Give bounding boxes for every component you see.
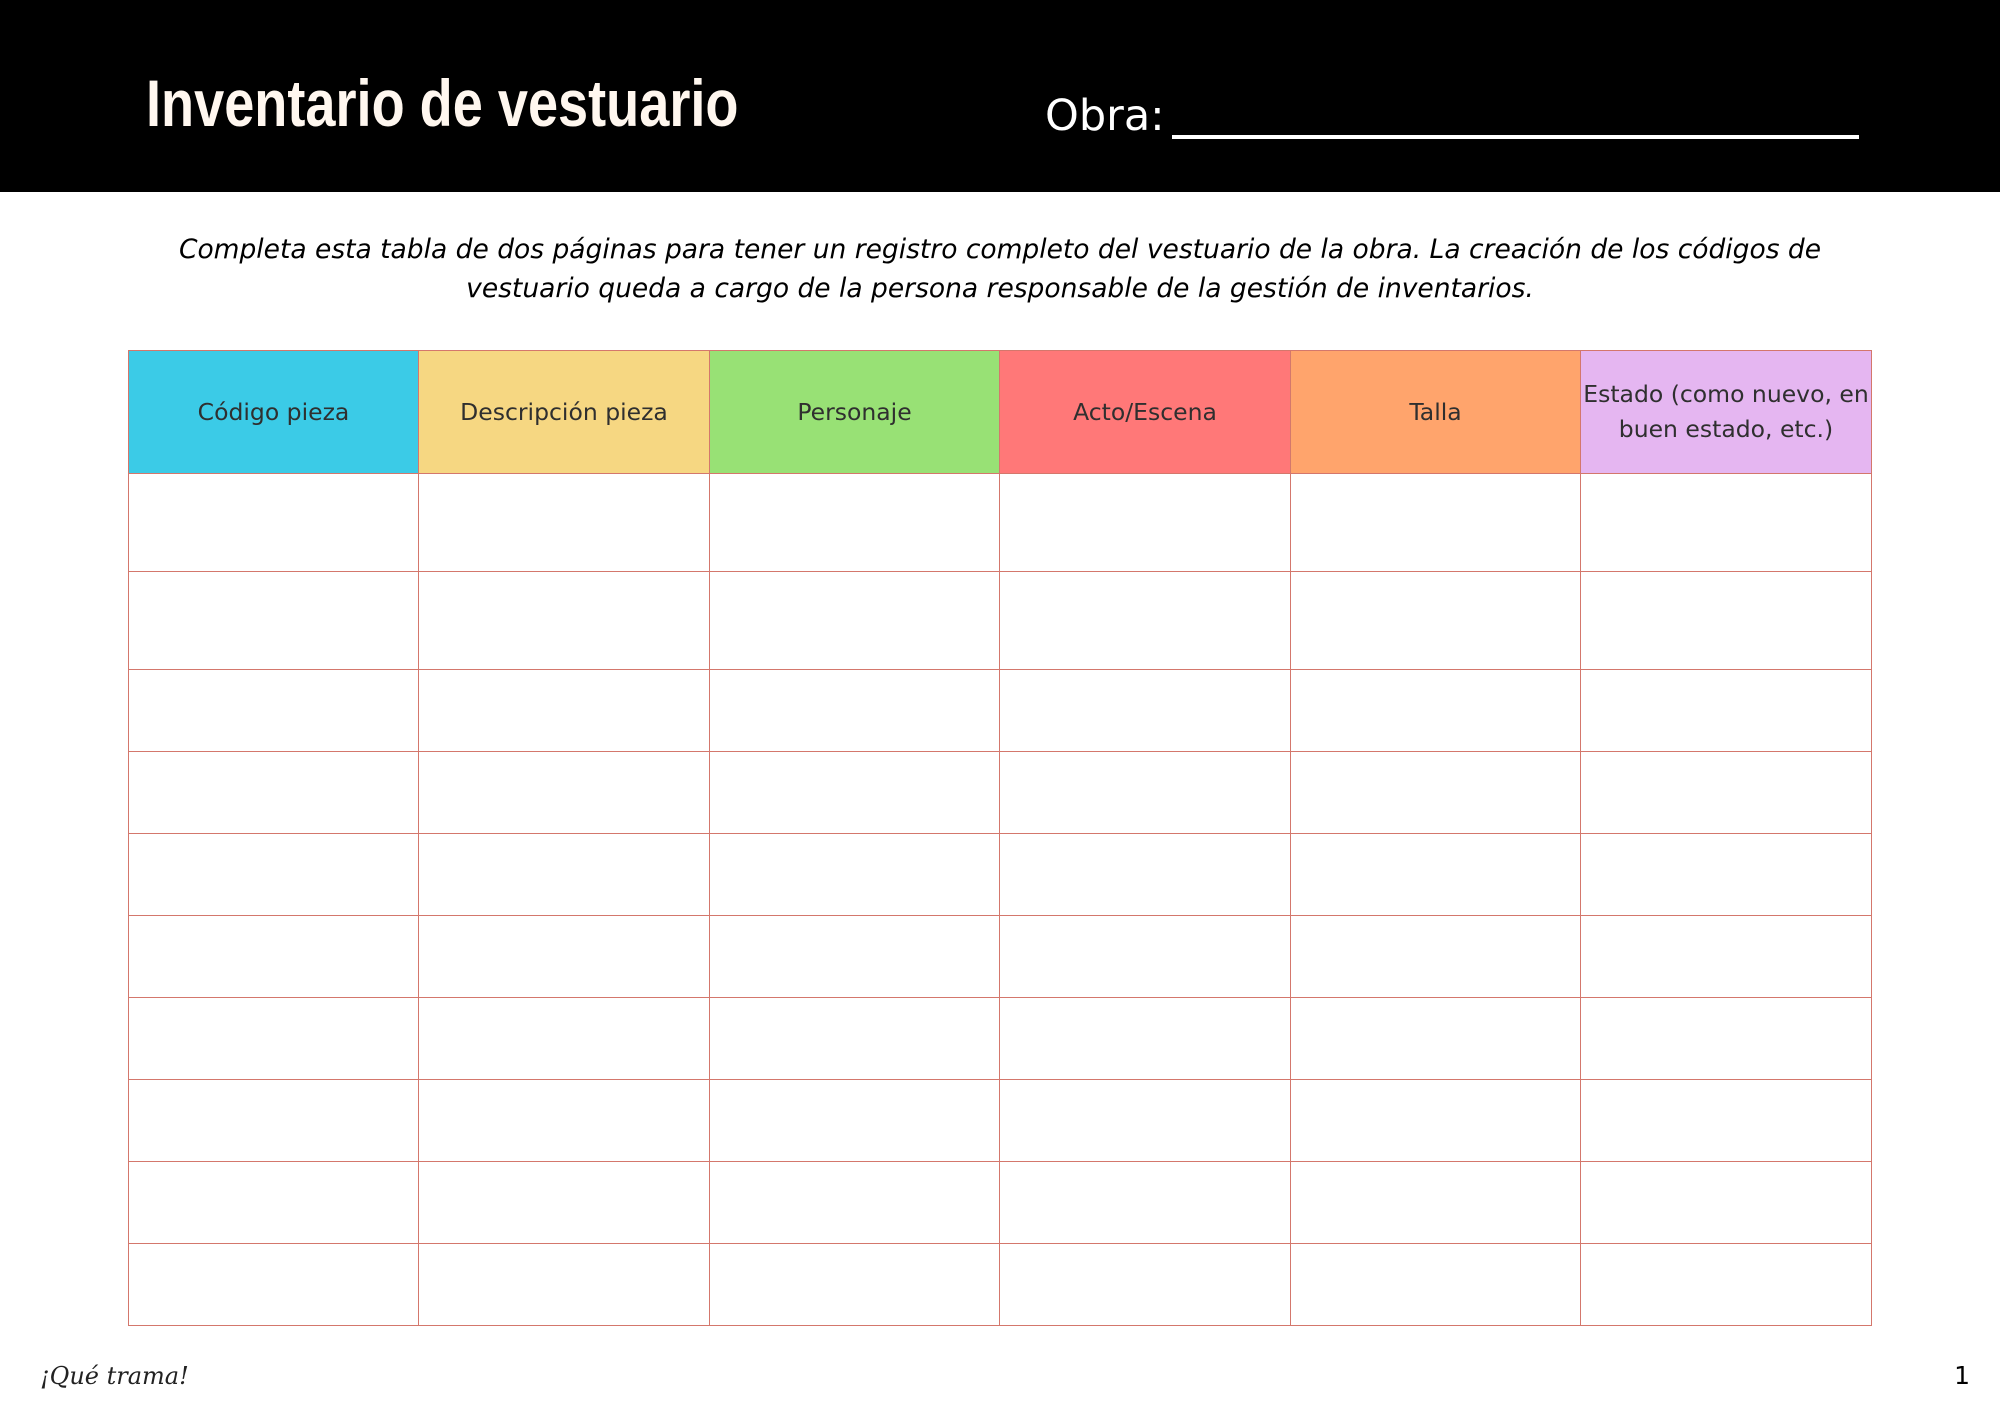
table-cell[interactable]	[1000, 1080, 1291, 1162]
table-cell[interactable]	[1581, 998, 1872, 1080]
table-cell[interactable]	[710, 1162, 1000, 1244]
table-cell[interactable]	[419, 670, 710, 752]
table-cell[interactable]	[1581, 1080, 1872, 1162]
table-cell[interactable]	[710, 474, 1000, 572]
table-cell[interactable]	[419, 1244, 710, 1326]
table-cell[interactable]	[1291, 1244, 1581, 1326]
table-cell[interactable]	[1581, 834, 1872, 916]
table-cell[interactable]	[419, 998, 710, 1080]
table-cell[interactable]	[1000, 670, 1291, 752]
table-cell[interactable]	[1291, 670, 1581, 752]
table-cell[interactable]	[129, 670, 419, 752]
table-cell[interactable]	[1291, 916, 1581, 998]
page-number: 1	[1954, 1361, 1970, 1390]
table-cell[interactable]	[1000, 572, 1291, 670]
brand-signature: ¡Qué trama!	[40, 1362, 189, 1390]
table-cell[interactable]	[129, 998, 419, 1080]
inventory-table	[128, 350, 1872, 1326]
table-cell[interactable]	[1291, 572, 1581, 670]
table-row	[129, 474, 1872, 572]
table-cell[interactable]	[1000, 998, 1291, 1080]
table-cell[interactable]	[1291, 1080, 1581, 1162]
table-cell[interactable]	[1000, 752, 1291, 834]
table-cell[interactable]	[1581, 670, 1872, 752]
table-cell[interactable]	[419, 474, 710, 572]
header-bar	[0, 0, 2000, 192]
table-row	[129, 916, 1872, 998]
table-cell[interactable]	[419, 1080, 710, 1162]
column-header-descripcion-pieza: Descripción pieza	[419, 351, 710, 474]
table-cell[interactable]	[129, 1244, 419, 1326]
page-title: Inventario de vestuario	[146, 66, 739, 140]
table-cell[interactable]	[710, 834, 1000, 916]
table-header-row	[129, 351, 1872, 474]
obra-field-line	[1172, 135, 1859, 139]
table-row	[129, 572, 1872, 670]
table-cell[interactable]	[1581, 1244, 1872, 1326]
table-cell[interactable]	[129, 1080, 419, 1162]
table-cell[interactable]	[419, 572, 710, 670]
table-cell[interactable]	[1291, 1162, 1581, 1244]
table-cell[interactable]	[710, 752, 1000, 834]
table-cell[interactable]	[129, 834, 419, 916]
table-cell[interactable]	[710, 670, 1000, 752]
table-cell[interactable]	[419, 916, 710, 998]
table-cell[interactable]	[1000, 916, 1291, 998]
column-header-acto-escena: Acto/Escena	[1000, 351, 1291, 474]
table-row	[129, 834, 1872, 916]
table-row	[129, 1244, 1872, 1326]
table-cell[interactable]	[710, 998, 1000, 1080]
obra-label: Obra:	[1045, 91, 1165, 141]
column-header-codigo-pieza: Código pieza	[129, 351, 419, 474]
table-cell[interactable]	[1000, 834, 1291, 916]
table-cell[interactable]	[129, 916, 419, 998]
table-cell[interactable]	[1581, 474, 1872, 572]
table-row	[129, 1080, 1872, 1162]
table-row	[129, 670, 1872, 752]
table-cell[interactable]	[419, 1162, 710, 1244]
table-cell[interactable]	[129, 572, 419, 670]
table-cell[interactable]	[1291, 834, 1581, 916]
table-cell[interactable]	[1291, 998, 1581, 1080]
column-header-personaje: Personaje	[710, 351, 1000, 474]
table-cell[interactable]	[1000, 1162, 1291, 1244]
table-cell[interactable]	[129, 474, 419, 572]
table-cell[interactable]	[710, 916, 1000, 998]
table-cell[interactable]	[710, 1244, 1000, 1326]
table-cell[interactable]	[1581, 752, 1872, 834]
table-row	[129, 998, 1872, 1080]
table-cell[interactable]	[419, 834, 710, 916]
table-cell[interactable]	[129, 752, 419, 834]
table-cell[interactable]	[1581, 572, 1872, 670]
table-cell[interactable]	[1000, 474, 1291, 572]
table-cell[interactable]	[710, 572, 1000, 670]
table-cell[interactable]	[1000, 1244, 1291, 1326]
table-body	[129, 474, 1872, 1326]
table-cell[interactable]	[419, 752, 710, 834]
table-cell[interactable]	[1581, 1162, 1872, 1244]
table-cell[interactable]	[1581, 916, 1872, 998]
table-cell[interactable]	[710, 1080, 1000, 1162]
table-cell[interactable]	[1291, 474, 1581, 572]
column-header-talla: Talla	[1291, 351, 1581, 474]
table-row	[129, 752, 1872, 834]
table-row	[129, 1162, 1872, 1244]
table-cell[interactable]	[129, 1162, 419, 1244]
column-header-estado: Estado (como nuevo, en buen estado, etc.)	[1581, 351, 1872, 474]
intro-text: Completa esta tabla de dos páginas para tener un registro completo del vestuario de la obra. La creación de los códigos de vestuario queda a cargo de la persona responsable de la gestión de inventarios.	[178, 234, 1822, 304]
table-cell[interactable]	[1291, 752, 1581, 834]
